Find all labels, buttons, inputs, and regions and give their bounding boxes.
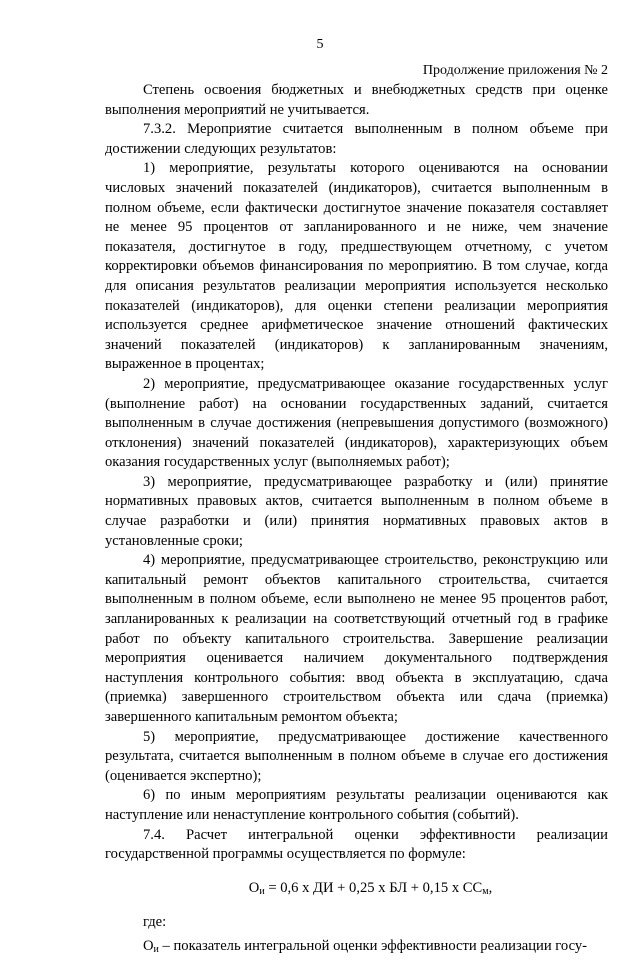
document-body [105,81,608,960]
list-item: 3) мероприятие, предусматривающее разработку и (или) принятие нормативных правовых актов, считается выполненным в полном объеме в случае разработки и (или) принятия нормативных правовых актов в установленные сроки; [105,473,608,549]
formula-expression-subscript: м [482,885,489,897]
formula-symbol: О [248,879,260,896]
formula [105,879,608,902]
list-item: 5) мероприятие, предусматривающее достижение качественного результата, считается выполненным в полном объеме в случае его достижения (оценивается экспертно); [105,728,608,784]
definition-symbol: О [143,937,154,954]
definition-symbol-subscript: и [153,943,159,955]
definition-text: – показатель интегральной оценки эффективности реализации госу- [158,937,588,954]
page-number: 5 [316,37,324,52]
definition [105,937,608,960]
formula-tail: , [488,879,493,896]
list-item: 6) по иным мероприятиям результаты реализации оцениваются как наступление или ненаступление контрольного события (событий). [105,787,608,823]
paragraph: Степень освоения бюджетных и внебюджетных средств при оценке выполнения мероприятий не учитывается. [105,82,608,118]
list-item: 1) мероприятие, результаты которого оцениваются на основании числовых значений показателей (индикаторов), считается выполненным в полном объеме, если фактически достигнутое значение показателя составляет не менее 95 процентов от запланированного и не ниже, чем значение показателя, достигнутое в году, предшествующем отчетному, с учетом корректировки объемов финансирования по мероприятию. В том случае, когда для описания результатов реализации мероприятия используется несколько показателей (индикаторов), для оценки степени реализации мероприятия используется среднее арифметическое значение отношений фактических значений показателей (индикаторов) к запланированным значениям, выраженное в процентах; [105,160,608,373]
appendix-note: Продолжение приложения № 2 [422,63,608,78]
paragraph: 7.4. Расчет интегральной оценки эффективности реализации государственной программы осуществляется по формуле: [105,826,608,863]
paragraph: 7.3.2. Мероприятие считается выполненным в полном объеме при достижении следующих результатов: [105,121,608,157]
list-item: 2) мероприятие, предусматривающее оказание государственных услуг (выполнение работ) на основании государственных заданий, считается выполненным в случае достижения (непревышения допустимого (возможного) отклонения) значений показателей (индикаторов), характеризующих объем оказания государственных услуг (выполняемых работ); [105,375,608,471]
list-item: 4) мероприятие, предусматривающее строительство, реконструкцию или капитальный ремонт объектов капитального строительства, считается выполненным в полном объеме, если выполнено не менее 95 процентов работ, запланированных к реализации на соответствующий отчетный год в графике работ по объекту капитального строительства. Завершение реализации мероприятия оценивается наличием документального подтверждения наступления контрольного события: ввод объекта в эксплуатацию, сдача (приемка) завершенного строительством объекта или сдача (приемка) завершенного капитальным ремонтом объекта; [105,552,608,725]
formula-symbol-subscript: и [259,885,265,897]
where-label: где: [143,914,167,931]
formula-expression: = 0,6 х ДИ + 0,25 х БЛ + 0,15 х СС [264,879,483,896]
